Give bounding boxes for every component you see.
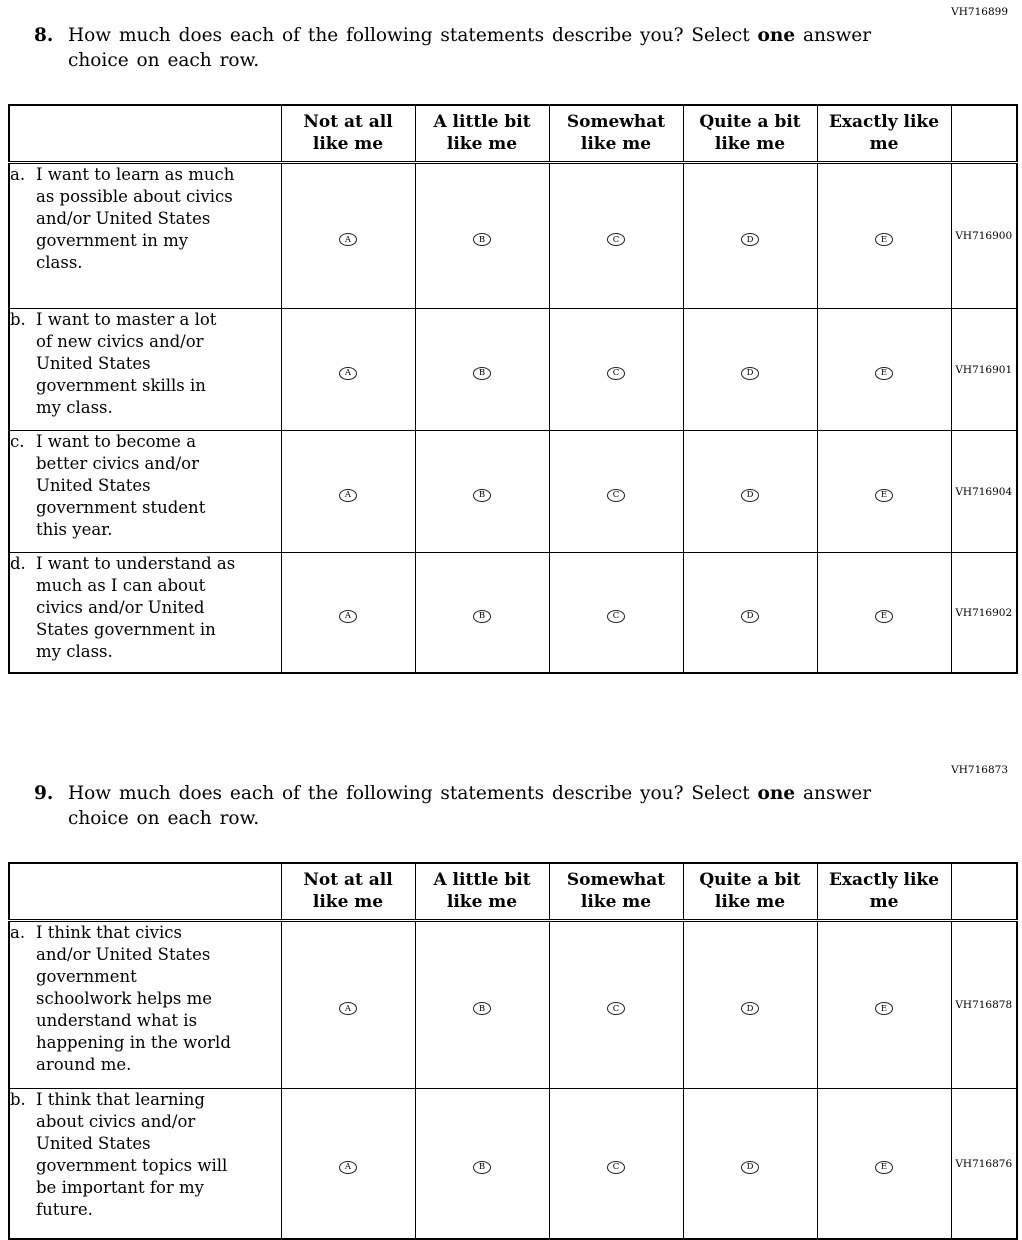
- row-letter: d.: [10, 554, 26, 574]
- answer-bubble-d[interactable]: D: [741, 610, 759, 623]
- answer-bubble-d[interactable]: D: [741, 1161, 759, 1174]
- answer-bubble-c[interactable]: C: [607, 1161, 625, 1174]
- answer-bubble-a[interactable]: A: [339, 1002, 357, 1015]
- answer-bubble-d[interactable]: D: [741, 1002, 759, 1015]
- prompt-text-after: answer choice on each row.: [68, 25, 872, 71]
- answer-bubble-a[interactable]: A: [339, 1161, 357, 1174]
- col-header-a-little-bit: A little bit like me: [415, 863, 549, 921]
- question-8: [34, 24, 914, 74]
- row-letter: b.: [10, 1090, 26, 1110]
- empty-code-header-cell: [951, 863, 1017, 921]
- answer-bubble-c[interactable]: C: [607, 367, 625, 380]
- question-9-number: 9.: [34, 782, 54, 804]
- col-header-somewhat: Somewhat like me: [549, 105, 683, 163]
- statement-text: I want to master a lot of new civics and/or United States government skills in my class.: [36, 310, 217, 418]
- question-9: [34, 782, 914, 832]
- statement-cell: [9, 309, 281, 431]
- question-9-prompt: [68, 782, 896, 832]
- answer-bubble-b[interactable]: B: [473, 1161, 491, 1174]
- prompt-text-bold: one: [757, 25, 796, 46]
- form-code-top: VH716899: [951, 6, 1008, 18]
- prompt-text-before: How much does each of the following statements describe you? Select: [68, 782, 750, 804]
- col-header-a-little-bit: A little bit like me: [415, 105, 549, 163]
- col-header-exactly-like: Exactly like me: [817, 105, 951, 163]
- prompt-text-before: How much does each of the following statements describe you? Select: [68, 25, 750, 46]
- form-code-mid: VH716873: [951, 763, 1008, 776]
- table-row-q9a: [9, 921, 1017, 1089]
- col-header-somewhat: Somewhat like me: [549, 863, 683, 921]
- answer-bubble-e[interactable]: E: [875, 367, 893, 380]
- question-8-table: [8, 104, 1018, 674]
- statement-cell: [9, 1089, 281, 1239]
- row-letter: a.: [10, 923, 26, 943]
- answer-bubble-b[interactable]: B: [473, 489, 491, 502]
- answer-bubble-b[interactable]: B: [473, 233, 491, 246]
- col-header-quite-a-bit: Quite a bit like me: [683, 863, 817, 921]
- header-row: [9, 105, 1017, 163]
- table-row-q9b: [9, 1089, 1017, 1239]
- answer-bubble-d[interactable]: D: [741, 367, 759, 380]
- item-code: VH716900: [951, 163, 1017, 309]
- row-letter: b.: [10, 310, 26, 330]
- table-row-q8c: [9, 431, 1017, 553]
- empty-code-header-cell: [951, 105, 1017, 163]
- answer-bubble-b[interactable]: B: [473, 1002, 491, 1015]
- answer-bubble-a[interactable]: A: [339, 367, 357, 380]
- answer-bubble-b[interactable]: B: [473, 367, 491, 380]
- item-code: VH716901: [951, 309, 1017, 431]
- table-row-q8a: [9, 163, 1017, 309]
- table-row-q8d: [9, 553, 1017, 673]
- statement-cell: [9, 553, 281, 673]
- statement-text: I want to understand as much as I can about civics and/or United States government in my class.: [36, 554, 236, 662]
- item-code: VH716878: [951, 921, 1017, 1089]
- answer-bubble-e[interactable]: E: [875, 489, 893, 502]
- question-8-prompt: [68, 24, 896, 74]
- row-letter: a.: [10, 165, 26, 185]
- prompt-text-after: answer choice on each row.: [68, 782, 872, 829]
- answer-bubble-b[interactable]: B: [473, 610, 491, 623]
- header-row: [9, 863, 1017, 921]
- answer-bubble-d[interactable]: D: [741, 489, 759, 502]
- empty-header-cell: [9, 105, 281, 163]
- answer-bubble-e[interactable]: E: [875, 610, 893, 623]
- answer-bubble-e[interactable]: E: [875, 1002, 893, 1015]
- question-8-number: 8.: [34, 25, 54, 46]
- answer-bubble-a[interactable]: A: [339, 610, 357, 623]
- answer-bubble-c[interactable]: C: [607, 1002, 625, 1015]
- answer-bubble-a[interactable]: A: [339, 233, 357, 246]
- answer-bubble-a[interactable]: A: [339, 489, 357, 502]
- statement-text: I think that civics and/or United States government schoolwork helps me understand what is happening in the world around me.: [36, 923, 231, 1074]
- question-9-table: [8, 862, 1018, 1240]
- col-header-not-at-all: Not at all like me: [281, 105, 415, 163]
- statement-text: I want to become a better civics and/or United States government student this year.: [36, 432, 206, 540]
- col-header-quite-a-bit: Quite a bit like me: [683, 105, 817, 163]
- col-header-exactly-like: Exactly like me: [817, 863, 951, 921]
- statement-cell: [9, 921, 281, 1089]
- answer-bubble-c[interactable]: C: [607, 233, 625, 246]
- answer-bubble-e[interactable]: E: [875, 1161, 893, 1174]
- item-code: VH716876: [951, 1089, 1017, 1239]
- table-row-q8b: [9, 309, 1017, 431]
- item-code: VH716902: [951, 553, 1017, 673]
- statement-text: I think that learning about civics and/or United States government topics will be important for my future.: [36, 1090, 228, 1220]
- answer-bubble-d[interactable]: D: [741, 233, 759, 246]
- statement-cell: [9, 163, 281, 309]
- answer-bubble-c[interactable]: C: [607, 610, 625, 623]
- statement-text: I want to learn as much as possible about civics and/or United States government in my class.: [36, 165, 235, 273]
- row-letter: c.: [10, 432, 25, 452]
- item-code: VH716904: [951, 431, 1017, 553]
- col-header-not-at-all: Not at all like me: [281, 863, 415, 921]
- empty-header-cell: [9, 863, 281, 921]
- prompt-text-bold: one: [757, 782, 796, 804]
- answer-bubble-e[interactable]: E: [875, 233, 893, 246]
- answer-bubble-c[interactable]: C: [607, 489, 625, 502]
- statement-cell: [9, 431, 281, 553]
